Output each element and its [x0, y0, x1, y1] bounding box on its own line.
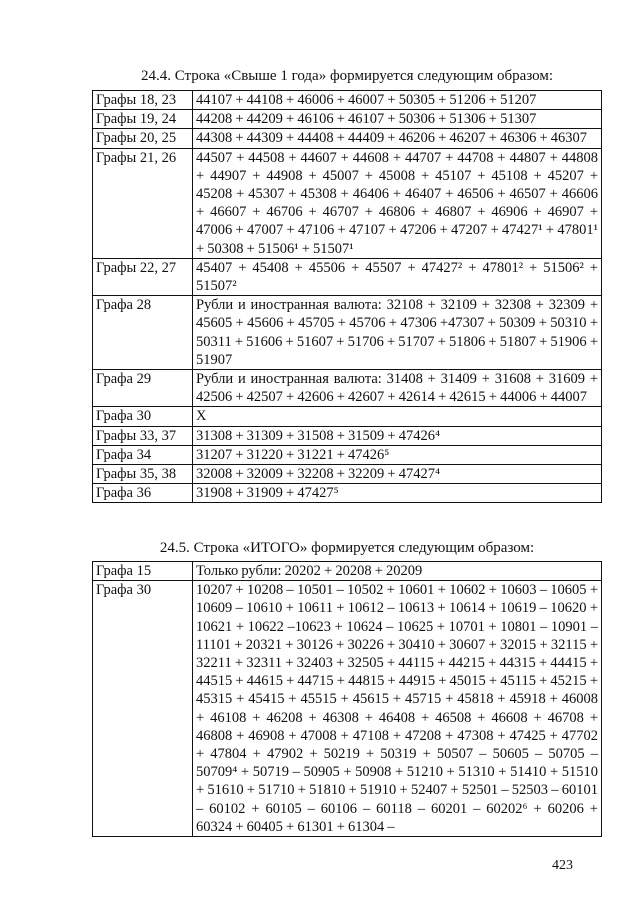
row-formula: 31207 + 31220 + 31221 + 47426⁵ — [193, 445, 602, 464]
row-label: Графа 34 — [93, 445, 193, 464]
row-label: Графы 18, 23 — [93, 91, 193, 110]
table-row — [93, 258, 602, 295]
row-formula: 44308 + 44309 + 44408 + 44409 + 46206 + 46207 + 46306 + 46307 — [193, 129, 602, 148]
table-row — [93, 426, 602, 445]
row-formula: Только рубли: 20202 + 20208 + 20209 — [193, 562, 602, 581]
table-row — [93, 110, 602, 129]
section-24-5-table — [92, 561, 602, 837]
row-formula: X — [193, 407, 602, 426]
table-row — [93, 91, 602, 110]
table-row — [93, 148, 602, 258]
section-24-4-table — [92, 90, 602, 503]
row-formula: 44107 + 44108 + 46006 + 46007 + 50305 + 51206 + 51207 — [193, 91, 602, 110]
row-label: Графы 35, 38 — [93, 465, 193, 484]
row-label: Графы 22, 27 — [93, 258, 193, 295]
table-row — [93, 407, 602, 426]
row-formula: 44208 + 44209 + 46106 + 46107 + 50306 + 51306 + 51307 — [193, 110, 602, 129]
row-formula: 45407 + 45408 + 45506 + 45507 + 47427² + 47801² + 51506² + 51507² — [193, 258, 602, 295]
table-row — [93, 581, 602, 837]
row-label: Графы 21, 26 — [93, 148, 193, 258]
table-row — [93, 484, 602, 503]
row-formula: 31908 + 31909 + 47427⁵ — [193, 484, 602, 503]
table-row — [93, 296, 602, 370]
table-row — [93, 370, 602, 407]
row-formula: 44507 + 44508 + 44607 + 44608 + 44707 + 44708 + 44807 + 44808 + 44907 + 44908 + 45007 + 45008 + 45107 + 45108 + 45207 + 45208 + 45307 + 45308 + 46406 + 46407 + 46506 + 46507 + 46606 + 46607 + 46706 + 46707 + 46806 + 46807 + 46906 + 46907 + 47006 + 47007 + 47106 + 47107 + 47206 + 47207 + 47427¹ + 47801¹ + 50308 + 51506¹ + 51507¹ — [193, 148, 602, 258]
section-24-4-heading: 24.4. Строка «Свыше 1 года» формируется следующим образом: — [140, 68, 554, 84]
row-label: Графа 36 — [93, 484, 193, 503]
row-formula: 10207 + 10208 – 10501 – 10502 + 10601 + 10602 + 10603 – 10605 + 10609 – 10610 + 10611 + 10612 – 10613 + 10614 + 10619 – 10620 + 10621 + 10622 –10623 + 10624 – 10625 + 10701 + 10801 – 10901 – 11101 + 20321 + 30126 + 30226 + 30410 + 30607 + 32015 + 32115 + 32211 + 32311 + 32403 + 32505 + 44115 + 44215 + 44315 + 44415 + 44515 + 44615 + 44715 + 44815 + 44915 + 45015 + 45115 + 45215 + 45315 + 45415 + 45515 + 45615 + 45715 + 45818 + 45918 + 46008 + 46108 + 46208 + 46308 + 46408 + 46508 + 46608 + 46708 + 46808 + 46908 + 47008 + 47108 + 47208 + 47308 + 47425 + 47702 + 47804 + 47902 + 50219 + 50319 + 50507 – 50605 – 50705 – 50709⁴ + 50719 – 50905 + 50908 + 51210 + 51310 + 51410 + 51510 + 51610 + 51710 + 51810 + 51910 + 52407 + 52501 – 52503 – 60101 – 60102 + 60105 – 60106 – 60118 – 60201 – 60202⁶ + 60206 + 60324 + 60405 + 61301 + 61304 – — [193, 581, 602, 837]
row-formula: Рубли и иностранная валюта: 31408 + 31409 + 31608 + 31609 + 42506 + 42507 + 42606 + 42607 + 42614 + 42615 + 44006 + 44007 — [193, 370, 602, 407]
table-row — [93, 465, 602, 484]
row-formula: 32008 + 32009 + 32208 + 32209 + 47427⁴ — [193, 465, 602, 484]
row-label: Графы 19, 24 — [93, 110, 193, 129]
row-label: Графы 20, 25 — [93, 129, 193, 148]
row-label: Графа 29 — [93, 370, 193, 407]
row-label: Графа 30 — [93, 407, 193, 426]
row-label: Графа 15 — [93, 562, 193, 581]
row-label: Графы 33, 37 — [93, 426, 193, 445]
row-label: Графа 30 — [93, 581, 193, 837]
table-row — [93, 129, 602, 148]
row-formula: 31308 + 31309 + 31508 + 31509 + 47426⁴ — [193, 426, 602, 445]
section-24-5-heading: 24.5. Строка «ИТОГО» формируется следующим образом: — [159, 540, 535, 556]
row-formula: Рубли и иностранная валюта: 32108 + 32109 + 32308 + 32309 + 45605 + 45606 + 45705 + 45706 + 47306 +47307 + 50309 + 50310 + 50311 + 51606 + 51607 + 51706 + 51707 + 51806 + 51807 + 51906 + 51907 — [193, 296, 602, 370]
table-row — [93, 445, 602, 464]
page-number: 423 — [552, 858, 573, 873]
table-row — [93, 562, 602, 581]
row-label: Графа 28 — [93, 296, 193, 370]
